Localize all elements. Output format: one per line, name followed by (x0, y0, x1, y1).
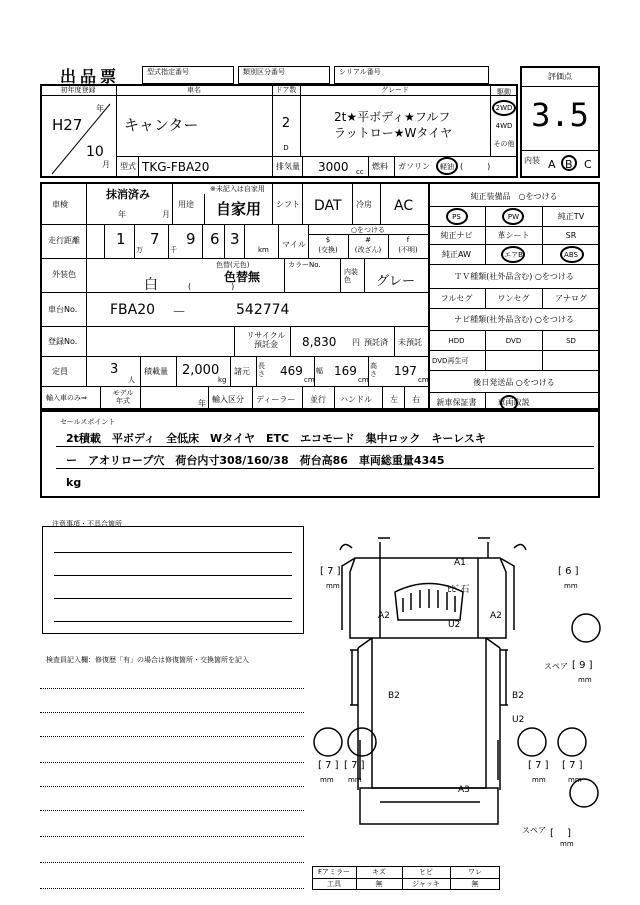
odo-swap-sym: $ (325, 236, 331, 244)
serial-box (334, 66, 489, 84)
spare-label-bottom: スペア (522, 826, 546, 835)
label-b2-right: B2 (512, 691, 524, 701)
mileage-digit-3: 9 (186, 230, 196, 248)
usage-label: 用途 (178, 200, 194, 209)
tread-rr1-mm: mm (532, 776, 546, 784)
drive-2wd: 2WD (495, 104, 513, 112)
mileage-label: 走行距離 (48, 236, 80, 245)
label-u2-right: U2 (512, 715, 525, 725)
drive-label: 駆動 (497, 88, 511, 96)
equip-navi: 純正ナビ (440, 231, 473, 240)
tread-rr2: [ 7 ] (562, 760, 583, 771)
grade-line1: 2t★平ボディ★フルフ (334, 110, 451, 124)
spare-top: [ 9 ] (572, 660, 593, 671)
color-change-label: 色替(元色) (216, 261, 250, 269)
doors-value: 2 (281, 116, 291, 131)
grade-label: グレード (381, 86, 409, 94)
frame-sides (358, 648, 500, 790)
odo-swap: (交換) (318, 246, 338, 254)
width-value: 169 (334, 364, 357, 378)
recycle-paid: 預託済 (364, 338, 388, 347)
tv-analog: アナログ (555, 294, 587, 303)
legend-v1: 工具 (327, 880, 341, 888)
legend-h2: キズ (372, 868, 386, 876)
mileage-digit-4: 6 (210, 230, 220, 248)
serial-label: シリアル番号 (339, 68, 381, 76)
first-reg-year: H27 (52, 116, 83, 134)
import-type-label: 輸入区分 (212, 395, 244, 404)
inspection-label: 車検 (52, 200, 68, 209)
mileage-digit-2: 7 (150, 230, 160, 248)
tread-rr1-value: 7 (535, 760, 542, 771)
fuel-gas: ガソリン (398, 162, 430, 171)
cab-outline (350, 558, 506, 638)
recycle-unit: 円 (352, 338, 360, 347)
spare-bottom-mm: mm (560, 840, 574, 848)
odo-unknown-sym: f (406, 236, 410, 244)
tread-fr: [ 6 ] (558, 566, 579, 577)
inspection-year-unit: 年 (118, 210, 126, 219)
tread-rl1-mm: mm (320, 776, 334, 784)
navi-title: ナビ種類(社外品含む) ○をつける (454, 315, 574, 324)
tread-rl2-value: 7 (351, 760, 358, 771)
chassis-prefix: FBA20 (110, 302, 156, 318)
label-b2-left: B2 (388, 691, 400, 701)
color-no-label: カラーNo. (288, 261, 321, 269)
first-reg-month: 10 (86, 144, 104, 160)
displacement-label: 排気量 (276, 162, 300, 171)
mileage-digit-1: 1 (116, 230, 126, 248)
axle-marks (350, 650, 508, 705)
ac-label: 冷房 (356, 200, 372, 209)
inspection-month-unit: 月 (162, 210, 170, 219)
spare-label-top: スペア (544, 662, 568, 671)
fuel-diesel: 軽油 (440, 163, 454, 171)
height-label: 高さ (370, 362, 377, 378)
color-change-value: 色替無 (224, 270, 261, 284)
dims-label: 諸元 (234, 367, 250, 376)
drive-other: その他 (493, 140, 515, 148)
category-box (238, 66, 330, 84)
odo-tamper: (改ざん) (354, 246, 382, 254)
sales-line1: 2t積載 平ボディ 全低床 Wタイヤ ETC エコモード 集中ロック キーレスキ (66, 432, 486, 445)
label-hibi-ishi: ﾋﾋﾞ石 (447, 585, 470, 595)
legend-h4: ワレ (468, 868, 482, 876)
spare-tire-top (572, 614, 600, 642)
color-label: 外装色 (52, 270, 76, 279)
interior-a: A (548, 158, 556, 171)
bed-outline (372, 638, 486, 788)
sales-line2: ー アオリロープ穴 荷台内寸308/160/38 荷台高86 車両総重量4345 (66, 454, 445, 467)
interior-c: C (584, 158, 592, 171)
import-label: 輸入車のみ⇒ (46, 394, 87, 402)
equip-abs: ABS (564, 251, 578, 259)
mileage-digit-5: 3 (230, 230, 240, 248)
legend-v3: ジャッキ (412, 880, 440, 888)
spare-top-mm: mm (578, 676, 592, 684)
tread-rl2-mm: mm (348, 776, 362, 784)
truck-diagram (300, 530, 620, 870)
chassis-number: 542774 (236, 302, 290, 318)
mirror-stalks (378, 538, 490, 558)
tread-fl: [ 7 ] (320, 566, 341, 577)
tire-rr-outer (558, 728, 586, 756)
tread-fr-mm: mm (564, 582, 578, 590)
shift-value: DAT (314, 198, 342, 214)
mirrors (340, 544, 526, 550)
odo-tamper-sym: # (365, 236, 371, 244)
form-title: 出品票 (60, 67, 121, 86)
capacity-label: 定員 (52, 367, 68, 376)
recycle-unpaid: 未預託 (398, 338, 422, 347)
height-value: 197 (394, 364, 417, 378)
mileage-man: 万 (136, 246, 143, 254)
tv-oneseg: ワンセグ (497, 294, 530, 303)
color-change-paren: ( ) (188, 282, 235, 291)
equip-aw: 純正AW (442, 250, 471, 259)
equip-tv: 純正TV (557, 212, 585, 221)
person-unit: 人 (128, 376, 135, 384)
interior-color-value: グレー (376, 274, 416, 289)
model-value: TKG-FBA20 (142, 160, 210, 174)
tv-title: ＴＶ種類(社外品含む) ○をつける (454, 272, 574, 281)
tread-rl2: [ 7 ] (344, 760, 365, 771)
tire-rr-inner (518, 728, 546, 756)
reg-no-label: 登録No. (48, 337, 78, 346)
rear-fenders (360, 740, 498, 780)
door-type: D (283, 144, 289, 152)
sales-line3: kg (66, 476, 82, 489)
usage-note: ※未記入は自家用 (210, 185, 265, 193)
label-u2-top: U2 (448, 620, 461, 630)
handle-left: 左 (390, 395, 398, 404)
label-a2-right: A2 (490, 611, 502, 621)
tire-rl-outer (314, 728, 342, 756)
later-manual: 車両取説 (497, 398, 530, 407)
width-label: 幅 (316, 367, 323, 375)
navi-sd: SD (566, 337, 576, 345)
frame-corners (358, 638, 500, 648)
tread-fr-value: 6 (565, 566, 572, 577)
doors-label: ドア数 (275, 86, 297, 94)
mileage-sen: 千 (170, 246, 177, 254)
model-year-label: モデル年式 (112, 389, 134, 405)
model-year-unit: 年 (198, 399, 206, 408)
odo-unknown: (不明) (398, 246, 418, 254)
equip-sr: SR (565, 231, 577, 240)
tread-rr2-mm: mm (568, 776, 582, 784)
recycle-label: リサイクル預託金 (246, 331, 286, 349)
width-cm: cm (358, 376, 369, 384)
model-designation-label: 型式指定番号 (147, 68, 189, 76)
interior-color-label: 内装色 (344, 268, 358, 284)
category-label: 類別区分番号 (243, 68, 285, 76)
model-designation-box (142, 66, 234, 84)
length-label: 長さ (258, 362, 265, 378)
height-cm: cm (418, 376, 429, 384)
later-title: 後日発送品 ○をつける (473, 378, 555, 387)
equip-airbag: エアB (504, 251, 523, 259)
navi-dvd: DVD (505, 337, 522, 345)
tread-rl1-value: 7 (325, 760, 332, 771)
mile-label: マイル (282, 240, 306, 249)
spare-top-value: 9 (579, 660, 586, 671)
load-kg: kg (218, 376, 227, 384)
odo-circle-note: ○をつける (350, 226, 386, 234)
mileage-km-unit: km (258, 246, 269, 254)
sales-label: セールスポイント (60, 418, 116, 426)
later-warranty: 新車保証書 (436, 398, 477, 407)
dvd-playback: DVD再生可 (432, 357, 469, 365)
month-suffix: 月 (102, 160, 110, 169)
legend-h3: ヒビ (419, 868, 433, 876)
caution-label: 注意事項・不具合箇所 (52, 520, 122, 528)
car-name-label: 車名 (187, 86, 201, 94)
legend-v2: 無 (375, 880, 383, 888)
load-value: 2,000 (182, 363, 220, 378)
first-reg-label: 初年度登録 (60, 86, 96, 94)
fuel-label: 燃料 (372, 162, 388, 171)
ac-value: AC (394, 198, 414, 214)
score-label: 評価点 (548, 72, 572, 81)
chassis-label: 車台No. (48, 305, 78, 314)
label-a2-left: A2 (378, 611, 390, 621)
front-fenders (352, 650, 506, 705)
navi-hdd: HDD (448, 337, 465, 345)
recycle-value: 8,830 (302, 335, 337, 349)
model-label: 型式 (120, 162, 136, 171)
grade-line2: ラットロー★Wタイヤ (334, 126, 453, 140)
tread-rr2-value: 7 (569, 760, 576, 771)
interior-grade-label: 内装 (524, 156, 540, 165)
capacity-value: 3 (110, 362, 119, 377)
length-cm: cm (304, 376, 315, 384)
interior-b: B (565, 158, 573, 171)
cc-unit: cc (356, 168, 364, 176)
color-value: 白 (144, 277, 158, 293)
chassis-dash: － (172, 305, 186, 321)
legend-h1: Fアミラー (317, 868, 351, 876)
spare-bottom: [ ] (550, 828, 571, 839)
cab-doors (342, 558, 514, 630)
inspection-value: 抹消済み (106, 188, 150, 201)
usage-value: 自家用 (216, 200, 262, 218)
handle-right: 右 (412, 395, 420, 404)
drive-4wd: 4WD (495, 122, 513, 130)
import-parallel: 並行 (310, 395, 326, 404)
tv-fullseg: フルセグ (440, 294, 473, 303)
year-suffix: 年 (96, 104, 104, 113)
equip-pw: PW (507, 213, 520, 221)
score-value: 3.5 (531, 96, 589, 134)
tread-rl1: [ 7 ] (318, 760, 339, 771)
label-a3: A3 (458, 785, 470, 795)
label-a1: A1 (454, 558, 466, 568)
tread-fl-value: 7 (327, 566, 334, 577)
legend-v4: 無 (471, 880, 479, 888)
shift-label: シフト (276, 200, 300, 209)
length-value: 469 (280, 364, 303, 378)
load-label: 積載量 (144, 367, 168, 376)
fuel-other: ( ) (460, 162, 491, 171)
inspector-label: 検査員記入欄：修復歴「有」の場合は修復箇所・交換箇所を記入 (46, 656, 249, 664)
tread-fl-mm: mm (326, 582, 340, 590)
displacement-value: 3000 (318, 160, 349, 174)
equip-leather: 革シート (497, 231, 530, 240)
caution-box (42, 526, 304, 634)
genuine-title: 純正装備品 ○をつける (470, 192, 558, 201)
car-name: キャンター (124, 116, 199, 134)
rear-bumper (360, 788, 498, 824)
handle-label: ハンドル (340, 395, 372, 404)
equip-ps: PS (452, 213, 461, 221)
tread-rr1: [ 7 ] (528, 760, 549, 771)
import-dealer: ディーラー (256, 395, 296, 404)
